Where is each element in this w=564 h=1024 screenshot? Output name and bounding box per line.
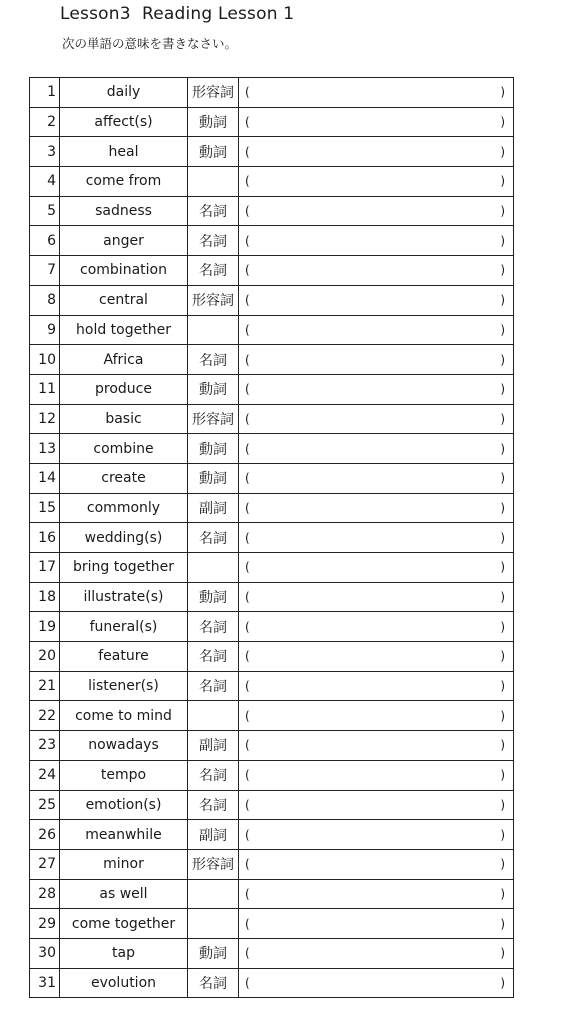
part-of-speech: 名詞: [188, 790, 239, 820]
table-row: [30, 553, 514, 583]
table-row: [30, 582, 514, 612]
answer-field[interactable]: [239, 137, 514, 167]
open-paren: (: [245, 708, 250, 723]
part-of-speech: 名詞: [188, 196, 239, 226]
table-row: [30, 968, 514, 998]
vocab-word: nowadays: [60, 731, 188, 761]
open-paren: (: [245, 768, 250, 783]
row-number: 21: [30, 671, 60, 701]
open-paren: (: [245, 293, 250, 308]
row-number: 4: [30, 167, 60, 197]
close-paren: ): [500, 708, 505, 723]
vocab-word: anger: [60, 226, 188, 256]
answer-field[interactable]: [239, 582, 514, 612]
part-of-speech: [188, 553, 239, 583]
part-of-speech: 動詞: [188, 582, 239, 612]
vocabulary-table-body: [30, 78, 514, 998]
answer-field[interactable]: [239, 345, 514, 375]
row-number: 12: [30, 404, 60, 434]
row-number: 29: [30, 909, 60, 939]
close-paren: ): [500, 768, 505, 783]
close-paren: ): [500, 886, 505, 901]
close-paren: ): [500, 204, 505, 219]
row-number: 20: [30, 642, 60, 672]
part-of-speech: 形容詞: [188, 404, 239, 434]
part-of-speech: 副詞: [188, 820, 239, 850]
vocab-word: combine: [60, 434, 188, 464]
close-paren: ): [500, 471, 505, 486]
table-row: [30, 849, 514, 879]
open-paren: (: [245, 530, 250, 545]
close-paren: ): [500, 649, 505, 664]
answer-field[interactable]: [239, 820, 514, 850]
table-row: [30, 285, 514, 315]
open-paren: (: [245, 857, 250, 872]
close-paren: ): [500, 115, 505, 130]
answer-field[interactable]: [239, 553, 514, 583]
part-of-speech: 名詞: [188, 345, 239, 375]
close-paren: ): [500, 500, 505, 515]
row-number: 14: [30, 463, 60, 493]
row-number: 19: [30, 612, 60, 642]
open-paren: (: [245, 560, 250, 575]
row-number: 6: [30, 226, 60, 256]
part-of-speech: 動詞: [188, 107, 239, 137]
close-paren: ): [500, 797, 505, 812]
vocab-word: bring together: [60, 553, 188, 583]
open-paren: (: [245, 916, 250, 931]
part-of-speech: 形容詞: [188, 285, 239, 315]
part-of-speech: 動詞: [188, 137, 239, 167]
part-of-speech: 名詞: [188, 968, 239, 998]
answer-field[interactable]: [239, 226, 514, 256]
vocab-word: combination: [60, 256, 188, 286]
close-paren: ): [500, 263, 505, 278]
open-paren: (: [245, 738, 250, 753]
answer-field[interactable]: [239, 731, 514, 761]
table-row: [30, 820, 514, 850]
open-paren: (: [245, 411, 250, 426]
row-number: 13: [30, 434, 60, 464]
row-number: 28: [30, 879, 60, 909]
close-paren: ): [500, 619, 505, 634]
close-paren: ): [500, 382, 505, 397]
vocab-word: funeral(s): [60, 612, 188, 642]
table-row: [30, 345, 514, 375]
row-number: 16: [30, 523, 60, 553]
answer-field[interactable]: [239, 107, 514, 137]
row-number: 5: [30, 196, 60, 226]
vocab-word: affect(s): [60, 107, 188, 137]
close-paren: ): [500, 174, 505, 189]
vocab-word: sadness: [60, 196, 188, 226]
vocab-word: meanwhile: [60, 820, 188, 850]
open-paren: (: [245, 797, 250, 812]
close-paren: ): [500, 738, 505, 753]
vocab-word: basic: [60, 404, 188, 434]
close-paren: ): [500, 857, 505, 872]
table-row: [30, 256, 514, 286]
open-paren: (: [245, 649, 250, 664]
open-paren: (: [245, 590, 250, 605]
table-row: [30, 790, 514, 820]
row-number: 24: [30, 760, 60, 790]
open-paren: (: [245, 204, 250, 219]
part-of-speech: 動詞: [188, 434, 239, 464]
vocab-word: heal: [60, 137, 188, 167]
row-number: 1: [30, 78, 60, 108]
close-paren: ): [500, 975, 505, 990]
row-number: 31: [30, 968, 60, 998]
part-of-speech: 名詞: [188, 671, 239, 701]
vocab-word: illustrate(s): [60, 582, 188, 612]
row-number: 7: [30, 256, 60, 286]
table-row: [30, 167, 514, 197]
vocab-word: come to mind: [60, 701, 188, 731]
row-number: 9: [30, 315, 60, 345]
vocabulary-table: [29, 77, 514, 998]
open-paren: (: [245, 85, 250, 100]
answer-field[interactable]: [239, 642, 514, 672]
answer-field[interactable]: [239, 879, 514, 909]
table-row: [30, 879, 514, 909]
vocab-word: wedding(s): [60, 523, 188, 553]
part-of-speech: 形容詞: [188, 78, 239, 108]
table-row: [30, 107, 514, 137]
close-paren: ): [500, 85, 505, 100]
part-of-speech: 名詞: [188, 760, 239, 790]
part-of-speech: [188, 315, 239, 345]
table-row: [30, 909, 514, 939]
table-row: [30, 612, 514, 642]
table-row: [30, 226, 514, 256]
open-paren: (: [245, 174, 250, 189]
row-number: 26: [30, 820, 60, 850]
answer-field[interactable]: [239, 78, 514, 108]
vocab-word: come together: [60, 909, 188, 939]
part-of-speech: [188, 701, 239, 731]
table-row: [30, 701, 514, 731]
table-row: [30, 731, 514, 761]
answer-field[interactable]: [239, 790, 514, 820]
open-paren: (: [245, 144, 250, 159]
close-paren: ): [500, 233, 505, 248]
close-paren: ): [500, 530, 505, 545]
vocab-word: as well: [60, 879, 188, 909]
close-paren: ): [500, 679, 505, 694]
vocab-word: tempo: [60, 760, 188, 790]
close-paren: ): [500, 590, 505, 605]
part-of-speech: 動詞: [188, 938, 239, 968]
close-paren: ): [500, 144, 505, 159]
close-paren: ): [500, 916, 505, 931]
row-number: 2: [30, 107, 60, 137]
answer-field[interactable]: [239, 968, 514, 998]
row-number: 15: [30, 493, 60, 523]
vocab-word: produce: [60, 374, 188, 404]
row-number: 8: [30, 285, 60, 315]
row-number: 10: [30, 345, 60, 375]
open-paren: (: [245, 322, 250, 337]
close-paren: ): [500, 322, 505, 337]
row-number: 23: [30, 731, 60, 761]
answer-field[interactable]: [239, 374, 514, 404]
answer-field[interactable]: [239, 938, 514, 968]
answer-field[interactable]: [239, 760, 514, 790]
answer-field[interactable]: [239, 671, 514, 701]
open-paren: (: [245, 827, 250, 842]
vocab-word: create: [60, 463, 188, 493]
answer-field[interactable]: [239, 523, 514, 553]
open-paren: (: [245, 233, 250, 248]
table-row: [30, 523, 514, 553]
close-paren: ): [500, 946, 505, 961]
part-of-speech: [188, 167, 239, 197]
answer-field[interactable]: [239, 285, 514, 315]
table-row: [30, 938, 514, 968]
open-paren: (: [245, 975, 250, 990]
answer-field[interactable]: [239, 167, 514, 197]
table-row: [30, 374, 514, 404]
open-paren: (: [245, 382, 250, 397]
vocab-word: central: [60, 285, 188, 315]
table-row: [30, 196, 514, 226]
table-row: [30, 760, 514, 790]
table-row: [30, 493, 514, 523]
part-of-speech: 名詞: [188, 642, 239, 672]
open-paren: (: [245, 471, 250, 486]
close-paren: ): [500, 411, 505, 426]
answer-field[interactable]: [239, 256, 514, 286]
answer-field[interactable]: [239, 493, 514, 523]
open-paren: (: [245, 441, 250, 456]
open-paren: (: [245, 679, 250, 694]
answer-field[interactable]: [239, 612, 514, 642]
row-number: 11: [30, 374, 60, 404]
open-paren: (: [245, 500, 250, 515]
vocab-word: emotion(s): [60, 790, 188, 820]
part-of-speech: 動詞: [188, 374, 239, 404]
part-of-speech: 副詞: [188, 493, 239, 523]
table-row: [30, 404, 514, 434]
vocab-word: evolution: [60, 968, 188, 998]
table-row: [30, 434, 514, 464]
table-row: [30, 78, 514, 108]
row-number: 3: [30, 137, 60, 167]
part-of-speech: 名詞: [188, 226, 239, 256]
close-paren: ): [500, 441, 505, 456]
row-number: 30: [30, 938, 60, 968]
table-row: [30, 315, 514, 345]
answer-field[interactable]: [239, 909, 514, 939]
vocab-word: hold together: [60, 315, 188, 345]
answer-field[interactable]: [239, 463, 514, 493]
vocab-word: commonly: [60, 493, 188, 523]
open-paren: (: [245, 946, 250, 961]
open-paren: (: [245, 886, 250, 901]
instruction-text: 次の単語の意味を書きなさい。: [62, 36, 238, 51]
part-of-speech: 名詞: [188, 523, 239, 553]
close-paren: ): [500, 560, 505, 575]
vocab-word: minor: [60, 849, 188, 879]
part-of-speech: 動詞: [188, 463, 239, 493]
table-row: [30, 137, 514, 167]
vocab-word: Africa: [60, 345, 188, 375]
row-number: 22: [30, 701, 60, 731]
part-of-speech: 形容詞: [188, 849, 239, 879]
part-of-speech: [188, 879, 239, 909]
vocab-word: come from: [60, 167, 188, 197]
row-number: 27: [30, 849, 60, 879]
open-paren: (: [245, 352, 250, 367]
vocab-word: listener(s): [60, 671, 188, 701]
close-paren: ): [500, 293, 505, 308]
answer-field[interactable]: [239, 434, 514, 464]
close-paren: ): [500, 352, 505, 367]
open-paren: (: [245, 263, 250, 278]
table-row: [30, 463, 514, 493]
vocab-word: daily: [60, 78, 188, 108]
answer-field[interactable]: [239, 404, 514, 434]
open-paren: (: [245, 619, 250, 634]
row-number: 18: [30, 582, 60, 612]
answer-field[interactable]: [239, 196, 514, 226]
answer-field[interactable]: [239, 315, 514, 345]
table-row: [30, 671, 514, 701]
part-of-speech: 副詞: [188, 731, 239, 761]
answer-field[interactable]: [239, 849, 514, 879]
row-number: 25: [30, 790, 60, 820]
vocab-word: feature: [60, 642, 188, 672]
part-of-speech: 名詞: [188, 612, 239, 642]
part-of-speech: 名詞: [188, 256, 239, 286]
page-title: Lesson3 Reading Lesson 1: [60, 4, 295, 24]
part-of-speech: [188, 909, 239, 939]
vocab-word: tap: [60, 938, 188, 968]
table-row: [30, 642, 514, 672]
close-paren: ): [500, 827, 505, 842]
open-paren: (: [245, 115, 250, 130]
answer-field[interactable]: [239, 701, 514, 731]
row-number: 17: [30, 553, 60, 583]
